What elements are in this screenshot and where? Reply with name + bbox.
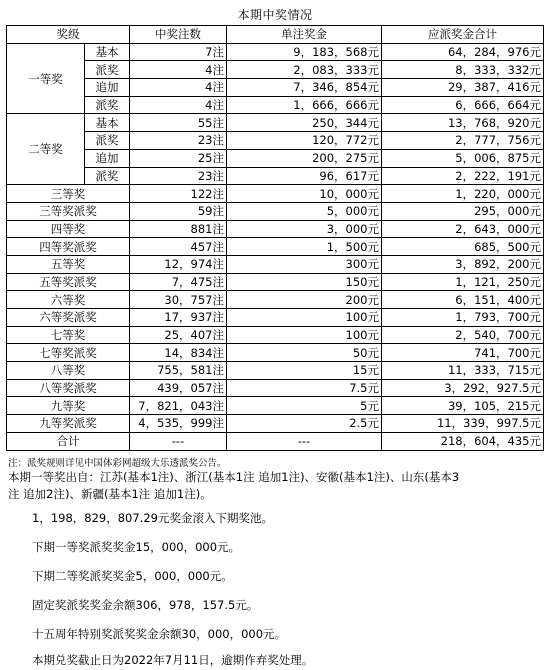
total-prize: 3，892，200元 [382, 255, 544, 273]
winner-count: 122注 [130, 185, 227, 203]
total-prize: 5，006，875元 [382, 149, 544, 167]
prize-level-name: 三等奖 [7, 185, 130, 203]
single-prize: 100元 [227, 309, 382, 327]
table-row [7, 132, 544, 150]
total-prize: 6，666，664元 [382, 96, 544, 114]
single-prize: 2.5元 [227, 415, 382, 433]
fixed-balance-text: 固定奖派奖奖金余额306，978，157.5元。 [32, 598, 259, 612]
header-prize: 单注奖金 [227, 26, 382, 44]
total-prize: 39，105，215元 [382, 397, 544, 415]
table-row [7, 202, 544, 220]
prize-table [6, 25, 544, 451]
single-prize: 5元 [227, 397, 382, 415]
winner-count: 17，937注 [130, 309, 227, 327]
single-prize: 3，000元 [227, 220, 382, 238]
total-prize: 2，540，700元 [382, 326, 544, 344]
total-prize: 1，121，250元 [382, 273, 544, 291]
single-prize: 2，083，333元 [227, 61, 382, 79]
single-prize: 7，346，854元 [227, 79, 382, 97]
prize-level-name: 六等奖 [7, 291, 130, 309]
next-first-prize-text: 下期一等奖派奖奖金15，000，000元。 [32, 540, 241, 554]
total-prize: 295，000元 [382, 202, 544, 220]
prize-level-name: 八等奖 [7, 362, 130, 380]
prize-level-name: 四等奖 [7, 220, 130, 238]
single-prize: 1，666，666元 [227, 96, 382, 114]
winner-count: --- [130, 432, 227, 450]
table-row [7, 149, 544, 167]
total-prize: 64，284，976元 [382, 43, 544, 61]
winner-count: 755，581注 [130, 362, 227, 380]
header-count: 中奖注数 [130, 26, 227, 44]
winner-count: 25注 [130, 149, 227, 167]
total-prize: 6，151，400元 [382, 291, 544, 309]
winner-count: 55注 [130, 114, 227, 132]
single-prize: 9，183，568元 [227, 43, 382, 61]
prize-sub-type: 基本 [85, 43, 130, 61]
table-row [7, 344, 544, 362]
winner-count: 23注 [130, 167, 227, 185]
single-prize: 7.5元 [227, 379, 382, 397]
prize-level-name: 九等奖派奖 [7, 415, 130, 433]
single-prize: 300元 [227, 255, 382, 273]
table-row [7, 309, 544, 327]
winner-count: 23注 [130, 132, 227, 150]
winner-count: 4注 [130, 61, 227, 79]
prize-level-name: 三等奖派奖 [7, 202, 130, 220]
total-prize: 8，333，332元 [382, 61, 544, 79]
prize-level-name: 合计 [7, 432, 130, 450]
prize-sub-type: 派奖 [85, 61, 130, 79]
prize-level-name: 五等奖 [7, 255, 130, 273]
prize-sub-type: 追加 [85, 149, 130, 167]
single-prize: --- [227, 432, 382, 450]
prize-level-name: 四等奖派奖 [7, 238, 130, 256]
prize-sub-type: 派奖 [85, 96, 130, 114]
winner-count: 881注 [130, 220, 227, 238]
winner-count: 439，057注 [130, 379, 227, 397]
table-body [7, 43, 544, 450]
total-prize: 11，333，715元 [382, 362, 544, 380]
prize-level-name: 九等奖 [7, 397, 130, 415]
table-row [7, 326, 544, 344]
table-row [7, 96, 544, 114]
winner-count: 30，757注 [130, 291, 227, 309]
deadline-text: 本期兑奖截止日为2022年7月11日，逾期作弃奖处理。 [32, 653, 314, 667]
single-prize: 1，500元 [227, 238, 382, 256]
single-prize: 250，344元 [227, 114, 382, 132]
total-prize: 2，643，000元 [382, 220, 544, 238]
winner-count: 7，821，043注 [130, 397, 227, 415]
total-prize: 11，339，997.5元 [382, 415, 544, 433]
single-prize: 150元 [227, 273, 382, 291]
total-prize: 741，700元 [382, 344, 544, 362]
prize-sub-type: 派奖 [85, 132, 130, 150]
table-row [7, 291, 544, 309]
winner-count: 457注 [130, 238, 227, 256]
anniversary-balance-text: 十五周年特别奖派奖奖金余额30，000，000元。 [32, 627, 287, 641]
table-row [7, 379, 544, 397]
winner-count: 14，834注 [130, 344, 227, 362]
prize-level-name: 二等奖 [7, 114, 85, 185]
winners-line-1: 本期一等奖出自：江苏(基本1注)、浙江(基本1注 追加1注)、安徽(基本1注)、山东(基本3 [8, 470, 460, 484]
rollover-text: 1，198，829，807.29元奖金滚入下期奖池。 [32, 511, 273, 525]
prize-level-name: 五等奖派奖 [7, 273, 130, 291]
table-row [7, 432, 544, 450]
total-prize: 3，292，927.5元 [382, 379, 544, 397]
table-row [7, 79, 544, 97]
total-prize: 1，220，000元 [382, 185, 544, 203]
header-level: 奖级 [7, 26, 130, 44]
table-row [7, 114, 544, 132]
winners-line-2: 注 追加2注)、新疆(基本1注 追加1注)。 [8, 487, 212, 501]
table-row [7, 167, 544, 185]
table-row [7, 415, 544, 433]
footnote: 注：派奖规则详见中国体彩网超级大乐透派奖公告。 [8, 458, 227, 469]
next-second-prize-text: 下期二等奖派奖奖金5，000，000元。 [32, 569, 233, 583]
total-prize: 2，222，191元 [382, 167, 544, 185]
winner-count: 4，535，999注 [130, 415, 227, 433]
table-row [7, 397, 544, 415]
prize-sub-type: 追加 [85, 79, 130, 97]
single-prize: 5，000元 [227, 202, 382, 220]
single-prize: 200，275元 [227, 149, 382, 167]
total-prize: 1，793，700元 [382, 309, 544, 327]
single-prize: 120，772元 [227, 132, 382, 150]
table-row [7, 273, 544, 291]
winner-count: 7注 [130, 43, 227, 61]
winner-count: 25，407注 [130, 326, 227, 344]
table-row [7, 255, 544, 273]
prize-sub-type: 派奖 [85, 167, 130, 185]
single-prize: 200元 [227, 291, 382, 309]
total-prize: 685，500元 [382, 238, 544, 256]
winner-count: 4注 [130, 79, 227, 97]
single-prize: 10，000元 [227, 185, 382, 203]
table-header-row [7, 26, 544, 44]
page-title: 本期中奖情况 [237, 8, 313, 22]
total-prize: 29，387，416元 [382, 79, 544, 97]
prize-level-name: 六等奖派奖 [7, 309, 130, 327]
winner-count: 4注 [130, 96, 227, 114]
prize-sub-type: 基本 [85, 114, 130, 132]
total-prize: 218，604，435元 [382, 432, 544, 450]
prize-level-name: 一等奖 [7, 43, 85, 114]
prize-level-name: 七等奖 [7, 326, 130, 344]
single-prize: 15元 [227, 362, 382, 380]
total-prize: 13，768，920元 [382, 114, 544, 132]
single-prize: 50元 [227, 344, 382, 362]
table-row [7, 238, 544, 256]
single-prize: 96，617元 [227, 167, 382, 185]
table-row [7, 43, 544, 61]
winner-count: 12，974注 [130, 255, 227, 273]
prize-level-name: 七等奖派奖 [7, 344, 130, 362]
total-prize: 2，777，756元 [382, 132, 544, 150]
table-row [7, 185, 544, 203]
table-row [7, 362, 544, 380]
table-row [7, 220, 544, 238]
single-prize: 100元 [227, 326, 382, 344]
table-row [7, 61, 544, 79]
winner-count: 7，475注 [130, 273, 227, 291]
prize-level-name: 八等奖派奖 [7, 379, 130, 397]
winner-count: 59注 [130, 202, 227, 220]
header-total: 应派奖金合计 [382, 26, 544, 44]
